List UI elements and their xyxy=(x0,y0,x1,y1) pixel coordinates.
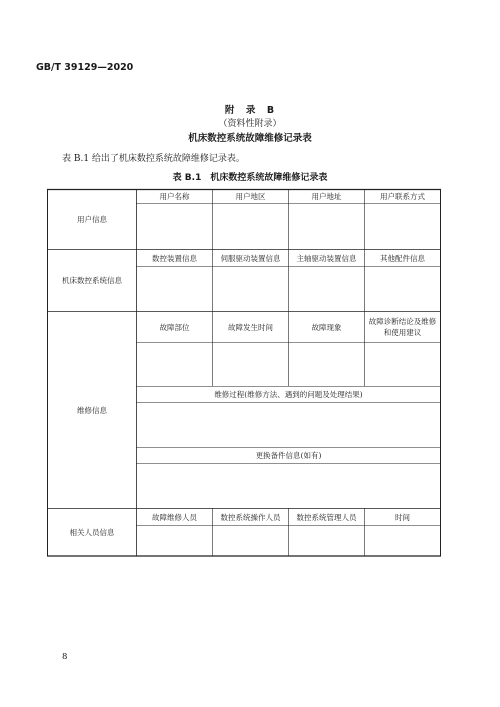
table-caption: 表 B.1 机床数控系统故障维修记录表 xyxy=(172,173,328,183)
intro-paragraph: 表 B.1 给出了机床数控系统故障维修记录表。 xyxy=(62,154,245,164)
system-info-label: 机床数控系统信息 xyxy=(62,276,122,285)
annex-name: 机床数控系统故障维修记录表 xyxy=(188,133,312,144)
header-diagnosis-advice: 故障诊断结论及维修和使用建议 xyxy=(368,317,437,337)
header-other-parts: 其他配件信息 xyxy=(380,253,425,263)
annex-note: （资料性附录） xyxy=(218,119,282,129)
header-user-name: 用户名称 xyxy=(159,192,190,201)
header-spindle-drive: 主轴驱动装置信息 xyxy=(296,253,357,263)
page-number: 8 xyxy=(62,652,68,662)
header-cnc-device: 数控装置信息 xyxy=(152,253,197,263)
replaced-parts-label: 更换备件信息(如有) xyxy=(255,451,322,460)
header-fault-location: 故障部位 xyxy=(159,322,190,332)
personnel-info-label: 相关人员信息 xyxy=(69,528,115,537)
user-info-label: 用户信息 xyxy=(77,215,107,224)
header-user-address: 用户地址 xyxy=(311,192,342,201)
annex-title: 附 录 B xyxy=(224,105,276,116)
header-user-region: 用户地区 xyxy=(235,192,266,201)
repair-process-label: 维修过程(维修方法、遇到的问题及处理结果) xyxy=(214,390,363,399)
header-fault-symptom: 故障现象 xyxy=(311,322,342,332)
header-repair-staff: 故障维修人员 xyxy=(152,512,197,522)
header-fault-time: 故障发生时间 xyxy=(228,322,273,332)
header-user-contact: 用户联系方式 xyxy=(380,192,425,201)
header-time: 时间 xyxy=(395,512,410,522)
standard-code: GB/T 39129—2020 xyxy=(36,62,134,73)
header-operator: 数控系统操作人员 xyxy=(220,512,281,522)
header-administrator: 数控系统管理人员 xyxy=(296,512,357,522)
header-servo-drive: 伺服驱动装置信息 xyxy=(220,253,281,263)
maintenance-info-label: 维修信息 xyxy=(77,405,107,415)
